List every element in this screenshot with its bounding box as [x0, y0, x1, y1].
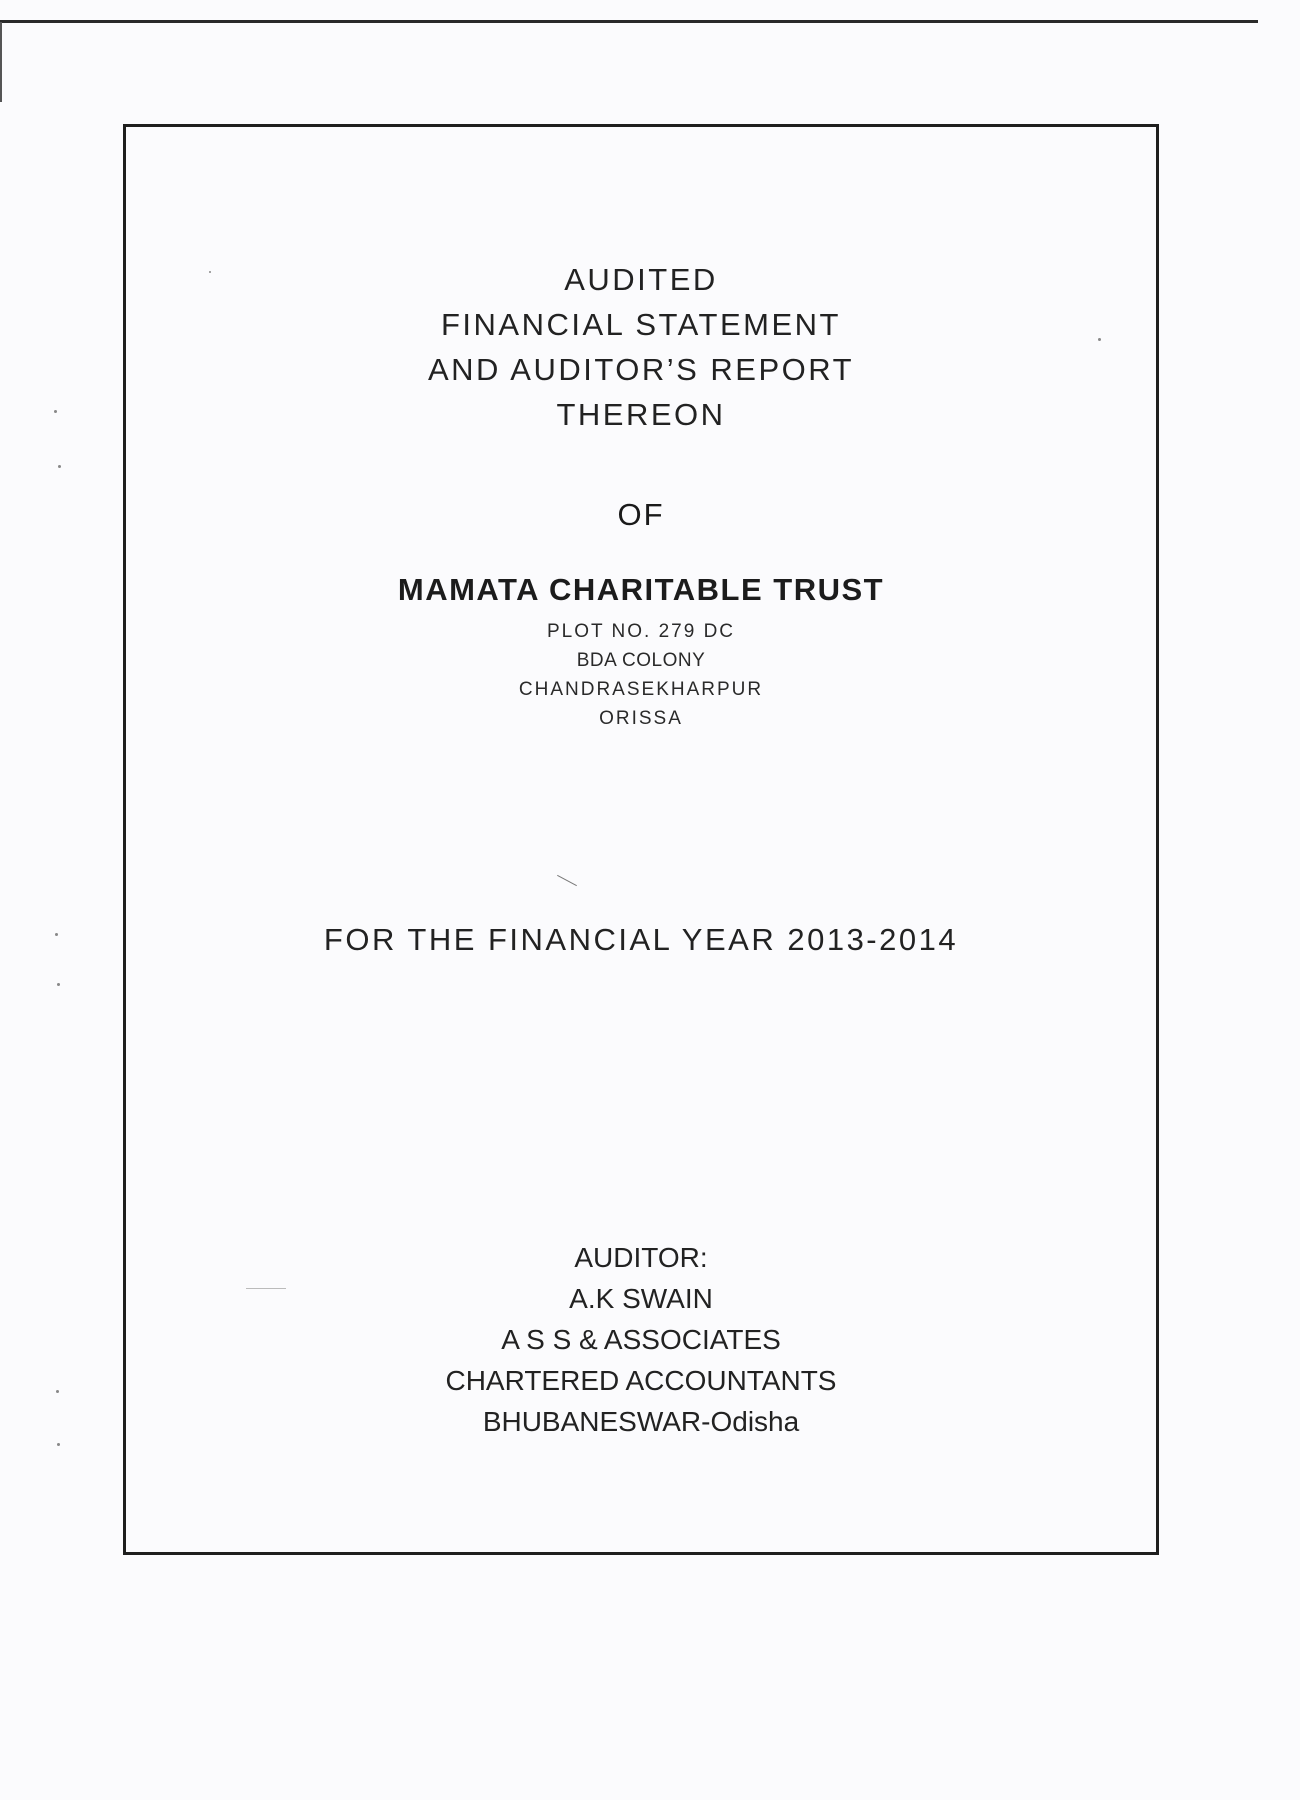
- scan-speck: [1098, 338, 1101, 341]
- report-title: [126, 257, 1156, 437]
- title-line: AUDITED: [564, 262, 718, 297]
- title-line: AND AUDITOR’S REPORT: [427, 352, 855, 387]
- auditor-name: A.K SWAIN: [569, 1283, 713, 1314]
- scan-speck: [209, 271, 211, 273]
- scan-left-edge: [0, 22, 2, 102]
- scan-speck: [55, 933, 58, 936]
- cover-frame: [123, 124, 1159, 1555]
- scan-speck: [57, 1443, 60, 1446]
- address-line: CHANDRASEKHARPUR: [518, 679, 764, 700]
- organization-name: MAMATA CHARITABLE TRUST: [397, 572, 885, 607]
- scan-speck: [56, 1390, 59, 1393]
- scan-top-edge: [0, 20, 1258, 23]
- scan-speck: [57, 983, 60, 986]
- auditor-firm: A S S & ASSOCIATES: [501, 1324, 781, 1355]
- scan-speck: [54, 410, 57, 413]
- auditor-location: BHUBANESWAR-Odisha: [482, 1406, 800, 1437]
- title-line: THEREON: [556, 397, 726, 432]
- connector-of: OF: [617, 497, 665, 532]
- auditor-designation: CHARTERED ACCOUNTANTS: [445, 1365, 837, 1396]
- address-line: ORISSA: [599, 708, 683, 729]
- title-line: FINANCIAL STATEMENT: [440, 307, 841, 342]
- auditor-details: [126, 1237, 1156, 1442]
- scan-scratch: [246, 1288, 286, 1289]
- scan-speck: [58, 465, 61, 468]
- organization-address: [126, 617, 1156, 733]
- address-line: PLOT NO. 279 DC: [546, 621, 736, 642]
- auditor-heading: AUDITOR:: [574, 1242, 708, 1273]
- address-line: BDA COLONY: [576, 650, 706, 671]
- financial-year: FOR THE FINANCIAL YEAR 2013-2014: [323, 922, 959, 957]
